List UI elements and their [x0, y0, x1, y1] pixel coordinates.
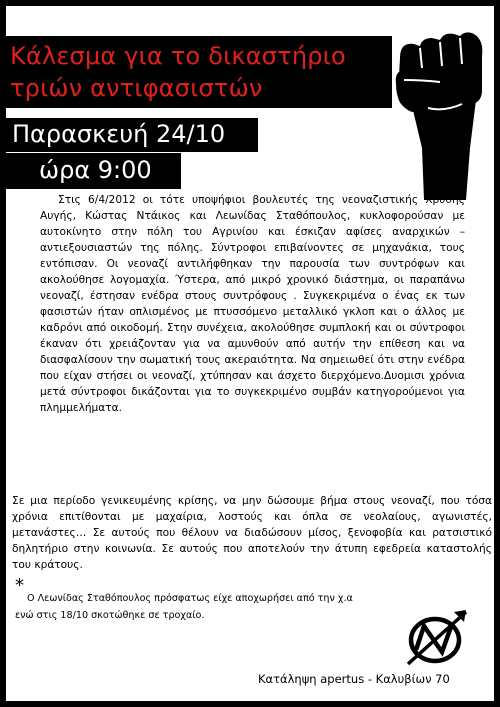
- time-banner: [6, 153, 181, 189]
- date-banner: [6, 118, 258, 152]
- footnote-line-1: Ο Λεωνίδας Σταθόπουλος πρόσφατως είχε αποχωρήσει από την χ.α: [27, 593, 353, 604]
- title-line-2: τριών αντιφασιστών: [10, 74, 263, 102]
- title-line-1: Κάλεσμα για το δικαστήριο: [10, 42, 346, 70]
- anarchist-circle-arrow-icon: [402, 606, 472, 668]
- footnote: [15, 590, 435, 624]
- signature: Κατάληψη apertus - Καλυβίων 70: [258, 672, 450, 686]
- poster-paper: [6, 6, 494, 701]
- raised-fist-icon: [392, 20, 490, 200]
- event-time: ώρα 9:00: [39, 156, 152, 184]
- title-banner: [6, 36, 392, 108]
- footnote-marker: *: [15, 575, 24, 596]
- paragraph-call: Σε μια περίοδο γενικευμένης κρίσης, να μην δώσουμε βήμα στους νεοναζί, που τόσα χρόνια επιτίθονται με μαχαίρια, λοστούς και όπλα σε νεολαίους, αγωνιστές, μετανάστες… Σε αυτούς που θέλουν να διαδώσουν μίσος, ξενοφοβία και ρατσιστικό δηλητήριο στην κοινωνία. Σε αυτούς που αποτελούν την άτυπη εφεδρεία καταστολής του κράτους.: [12, 495, 492, 571]
- event-date: Παρασκευή 24/10: [12, 120, 226, 148]
- footnote-line-2: ενώ στις 18/10 σκοτώθηκε σε τροχαίο.: [15, 610, 205, 621]
- paragraph-incident: Στις 6/4/2012 οι τότε υποψήφιοι βουλευτές της νεοναζιστικής Χρυσής Αυγής, Κώστας Ντάικος και Λεωνίδας Σταθόπουλος, κυκλοφορούσαν με αυτοκίνητο στην πόλη του Αγρινίου και έσκιζαν αφίσες αναρχικών – αντιεξουσιαστών της πόλης. Σύντροφοι επιβαίνοντες σε μηχανάκια, τους εντόπισαν. Οι νεοναζί αντιλήφθηκαν την παρουσία των συντρόφων και ακολούθησε λογομαχία. Ύστερα, από μικρό χρονικό διάστημα, οι παραπάνω νεοναζί, έστησαν ενέδρα στους συντρόφους . Συγκεκριμένα ο ένας εκ των φασιστών ήταν οπλισμένος με πτυσσόμενο μεταλλικό γκλοπ και ο άλλος με καδρόνι από οικοδομή. Στην συνέχεια, ακολούθησε συμπλοκή και οι σύντροφοι έκαναν ότι χρειάζονταν για να αμυνθούν από αυτήν την επίθεση και να διασφαλίσουν την σωματική τους ακεραιότητα. Να σημειωθεί ότι στην ενέδρα που είχαν στήσει οι νεοναζί, χτύπησαν και άσχετο διερχόμενο.Δυομισι χρόνια μετά σύντροφοι δικάζονται για το συγκεκριμένο συμβάν κατηγορούμενοι για πλημμελήματα.: [40, 194, 465, 414]
